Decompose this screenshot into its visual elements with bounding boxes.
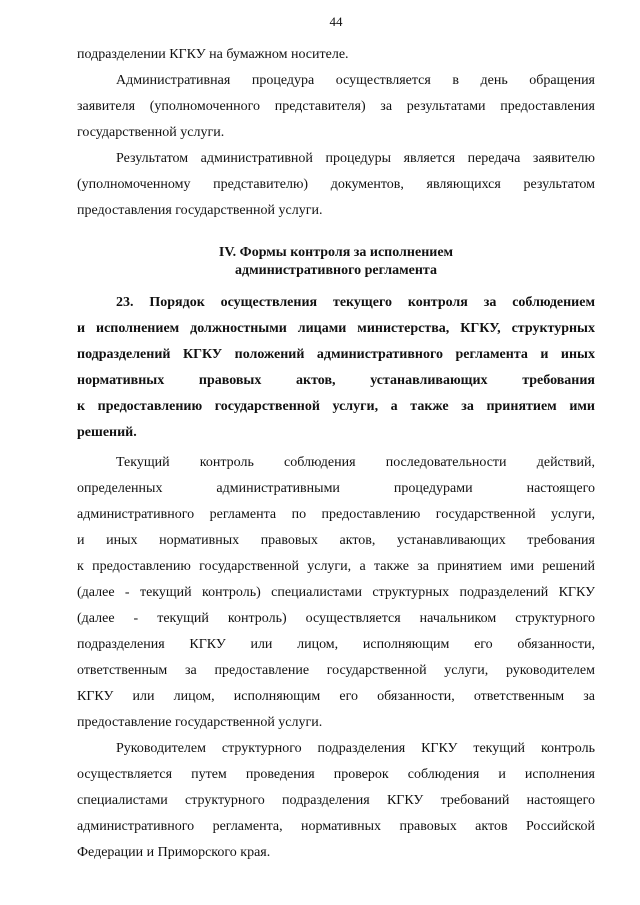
text-line: подразделения КГКУ или лицом, исполняющим его обязанности,: [77, 637, 595, 652]
text-line: (далее - текущий контроль) специалистами структурных подразделений КГКУ: [77, 585, 595, 600]
text-line: (уполномоченному представителю) документов, являющихся результатом: [77, 177, 595, 192]
text-line: заявителя (уполномоченного представителя) за результатами предоставления: [77, 99, 595, 114]
section-heading-line-2: административного регламента: [235, 263, 437, 278]
text-line: осуществляется путем проведения проверок соблюдения и исполнения: [77, 767, 595, 782]
text-line: Административная процедура осуществляется в день обращения: [116, 73, 595, 88]
text-line: административного регламента по предоставлению государственной услуги,: [77, 507, 595, 522]
page-number: 44: [329, 14, 343, 29]
text-line: 23. Порядок осуществления текущего контроля за соблюдением: [116, 295, 595, 310]
item-23-heading: [77, 290, 595, 446]
text-line: к предоставлению государственной услуги, а также за принятием ими: [77, 399, 595, 414]
paragraph-current-control: [77, 450, 595, 736]
text-line: Результатом административной процедуры является передача заявителю: [116, 151, 595, 166]
text-line: КГКУ или лицом, исполняющим его обязанности, ответственным за: [77, 689, 595, 704]
text-line: ответственным за предоставление государственной услуги, руководителем: [77, 663, 595, 678]
text-line: к предоставлению государственной услуги, а также за принятием ими решений: [77, 559, 595, 574]
text-line: и иных нормативных правовых актов, устанавливающих требования: [77, 533, 595, 548]
paragraph-procedure-result: [77, 146, 595, 224]
text-line: государственной услуги.: [77, 125, 225, 140]
paragraph-unit-head-control: [77, 736, 595, 866]
section-heading-line-1: IV. Формы контроля за исполнением: [218, 245, 454, 260]
text-line: предоставление государственной услуги.: [77, 715, 323, 730]
text-line: подразделений КГКУ положений административного регламента и иных: [77, 347, 595, 362]
text-line: определенных административными процедурами настоящего: [77, 481, 595, 496]
text-line: решений.: [77, 425, 137, 440]
text-line: предоставления государственной услуги.: [77, 203, 323, 218]
text-line: подразделении КГКУ на бумажном носителе.: [77, 47, 349, 62]
paragraph-procedure-timing: [77, 68, 595, 146]
text-line: Федерации и Приморского края.: [77, 845, 271, 860]
text-line: административного регламента, нормативных правовых актов Российской: [77, 819, 595, 834]
text-line: специалистами структурного подразделения КГКУ требований настоящего: [77, 793, 595, 808]
text-line: Текущий контроль соблюдения последовательности действий,: [116, 455, 595, 470]
paragraph-continuation: [77, 42, 595, 68]
text-line: (далее - текущий контроль) осуществляется начальником структурного: [77, 611, 595, 626]
text-line: нормативных правовых актов, устанавливающих требования: [77, 373, 595, 388]
text-line: Руководителем структурного подразделения КГКУ текущий контроль: [116, 741, 595, 756]
text-line: и исполнением должностными лицами министерства, КГКУ, структурных: [77, 321, 595, 336]
section-heading: [77, 244, 595, 280]
